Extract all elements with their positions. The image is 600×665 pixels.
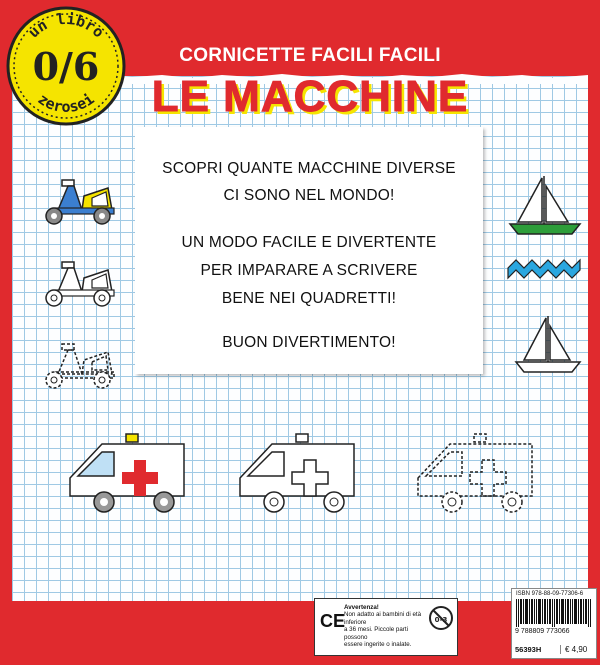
book-title xyxy=(135,72,485,124)
warning-heading: Avvertenza! xyxy=(344,604,379,611)
description-line-6: BUON DIVERTIMENTO! xyxy=(222,334,396,351)
description-line-1: SCOPRI QUANTE MACCHINE DIVERSE xyxy=(162,160,456,177)
description-line-5: BENE NEI QUADRETTI! xyxy=(221,290,397,307)
description-line-2: CI SONO NEL MONDO! xyxy=(223,187,395,204)
description-line-3: UN MODO FACILE E DIVERTENTE xyxy=(181,234,437,251)
warning-line-4: essere ingerite o inalate. xyxy=(344,641,412,649)
ambulance-outline-icon xyxy=(236,430,360,520)
warning-text xyxy=(344,604,426,648)
book-title-text: LE MACCHINE xyxy=(151,72,469,121)
sailboat-outline-icon xyxy=(512,312,582,374)
stamp-top-text: un libro xyxy=(24,9,108,42)
stamp-age-range: 0/6 xyxy=(32,44,100,89)
no-age-icon xyxy=(428,605,454,631)
sailboat-icon xyxy=(506,172,582,236)
barcode-label xyxy=(511,588,597,646)
description-box xyxy=(135,127,483,374)
barcode-number: 9 788809 773066 xyxy=(515,628,570,635)
price: € 4,90 xyxy=(560,645,587,654)
ce-mark: CE xyxy=(320,611,346,631)
description-line-4: PER IMPARARE A SCRIVERE xyxy=(200,262,418,279)
price-row xyxy=(511,644,597,659)
scooter-dashed-icon xyxy=(38,338,120,390)
scooter-icon xyxy=(38,174,120,226)
zerosei-stamp-logo xyxy=(2,2,130,130)
ambulance-dashed-icon xyxy=(414,430,538,520)
cover-bottom-band xyxy=(0,601,600,665)
barcode-bars-icon xyxy=(516,599,592,627)
product-code: 56393H xyxy=(515,645,542,654)
warning-line-2: Non adatto ai bambini di età inferiore xyxy=(344,611,422,626)
series-title: CORNICETTE FACILI FACILI xyxy=(179,45,441,66)
safety-warning-box xyxy=(314,598,458,656)
ambulance-icon xyxy=(66,430,190,520)
stamp-bottom-text: zerosei xyxy=(34,89,98,116)
wave-icon xyxy=(506,258,582,282)
scooter-outline-icon xyxy=(38,256,120,308)
isbn-text: ISBN 978-88-09-77306-6 xyxy=(516,591,584,597)
warning-line-3: a 36 mesi. Piccole parti possono xyxy=(344,626,408,641)
age-label: 0-3 xyxy=(434,616,448,624)
